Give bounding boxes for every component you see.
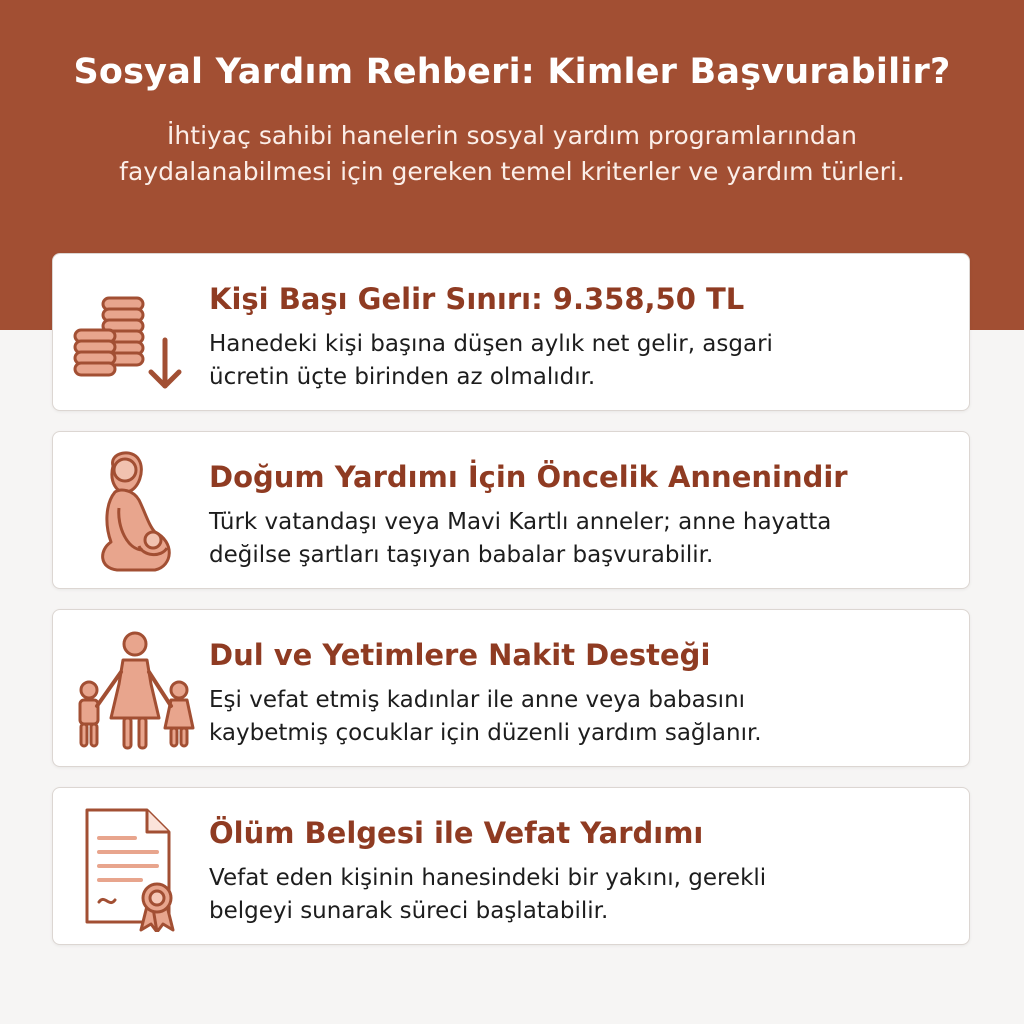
coins-down-arrow-icon <box>69 268 199 398</box>
subtitle-line: İhtiyaç sahibi hanelerin sosyal yardım programlarından <box>167 121 857 150</box>
card-death-aid <box>52 787 970 945</box>
card-text-line: kaybetmiş çocuklar için düzenli yardım sağlanır. <box>209 720 762 746</box>
page-title: Sosyal Yardım Rehberi: Kimler Başvurabilir? <box>73 52 951 92</box>
card-text-line: Hanedeki kişi başına düşen aylık net gelir, asgari <box>209 331 773 357</box>
card-title: Doğum Yardımı İçin Öncelik Annenindir <box>209 460 848 494</box>
page-subtitle <box>40 118 984 190</box>
card-income-limit <box>52 253 970 411</box>
card-text <box>209 328 955 394</box>
card-title: Kişi Başı Gelir Sınırı: 9.358,50 TL <box>209 282 745 316</box>
subtitle-line: faydalanabilmesi için gereken temel kriterler ve yardım türleri. <box>119 157 905 186</box>
certificate-document-icon <box>69 802 199 932</box>
card-title: Dul ve Yetimlere Nakit Desteği <box>209 638 711 672</box>
card-text-line: değilse şartları taşıyan babalar başvurabilir. <box>209 542 714 568</box>
card-text-line: Vefat eden kişinin hanesindeki bir yakını, gerekli <box>209 865 767 891</box>
card-text-line: Eşi vefat etmiş kadınlar ile anne veya babasını <box>209 687 746 713</box>
card-text-line: ücretin üçte birinden az olmalıdır. <box>209 364 596 390</box>
card-birth-aid <box>52 431 970 589</box>
pregnant-woman-icon <box>69 446 199 576</box>
card-text <box>209 862 955 928</box>
card-text <box>209 506 955 572</box>
header <box>0 0 1024 250</box>
card-text <box>209 684 955 750</box>
mother-with-children-icon <box>69 624 199 754</box>
card-text-line: belgeyi sunarak süreci başlatabilir. <box>209 898 609 924</box>
card-widow-orphan-support <box>52 609 970 767</box>
card-text-line: Türk vatandaşı veya Mavi Kartlı anneler; anne hayatta <box>209 509 832 535</box>
card-title: Ölüm Belgesi ile Vefat Yardımı <box>209 816 704 850</box>
